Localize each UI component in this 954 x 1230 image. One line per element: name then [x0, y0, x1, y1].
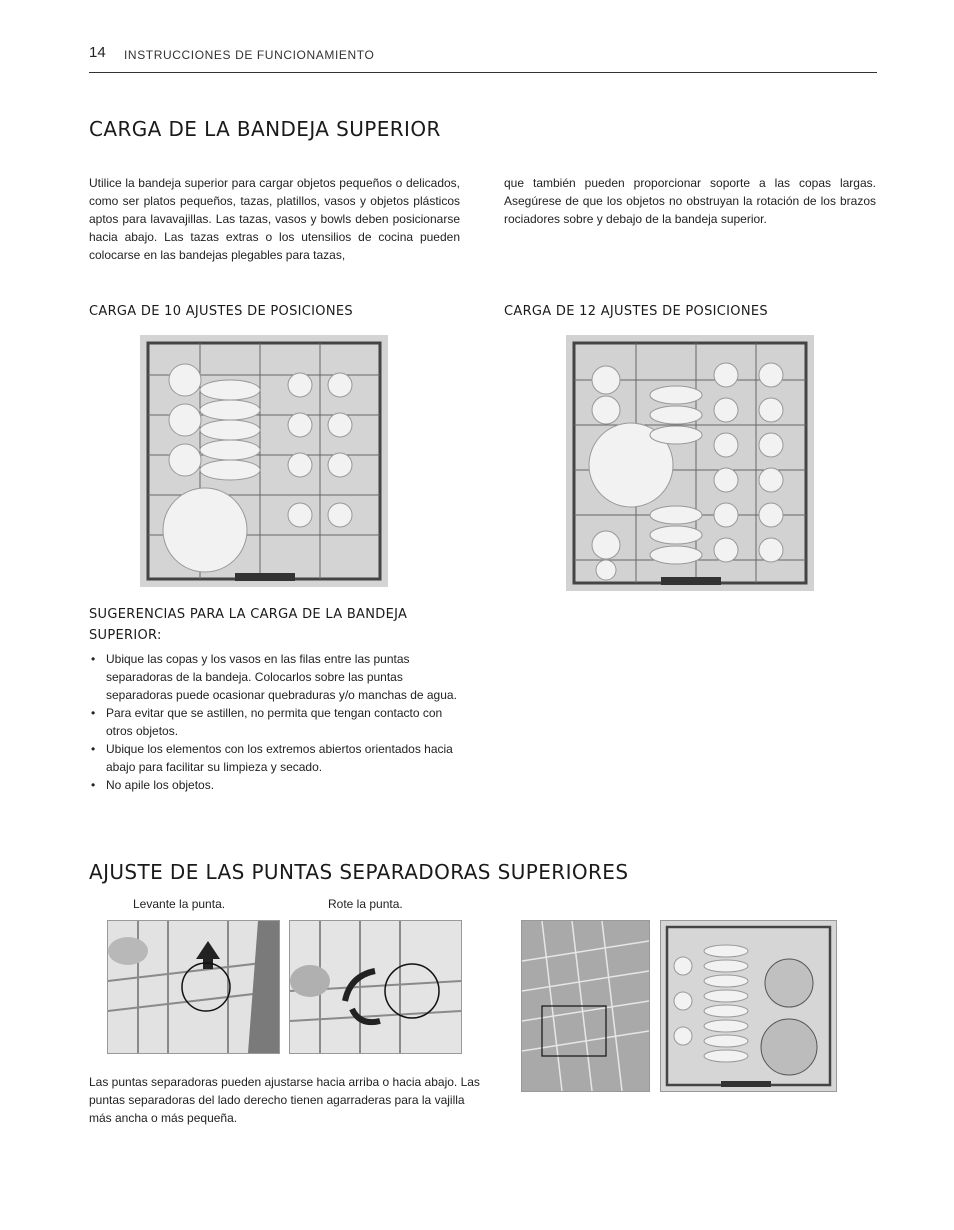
tip-item: • Para evitar que se astillen, no permita que tengan contacto con otros objetos. — [89, 704, 471, 740]
header-rule — [89, 72, 877, 73]
subtitle-12-settings: CARGA DE 12 AJUSTES DE POSICIONES — [504, 304, 768, 319]
tips-list — [89, 650, 471, 794]
section-title-tines: AJUSTE DE LAS PUNTAS SEPARADORAS SUPERIORES — [89, 860, 629, 884]
paragraph-right: que también pueden proporcionar soporte a las copas largas. Asegúrese de que los objetos no obstruyan la rotación de los brazos rociadores sobre y debajo de la bandeja superior. — [504, 176, 876, 226]
paragraph-left: Utilice la bandeja superior para cargar objetos pequeños o delicados, como ser platos pequeños, tazas, platillos, vasos y objetos plásticos aptos para lavavajillas. Las tazas, vasos y bowls deben posicionarse hacia abajo. Las tazas extras o los utensilios de cocina pueden colocarse en las bandejas plegables para tazas, — [89, 176, 460, 262]
photo-rotate-tine — [289, 920, 462, 1054]
tip-item: • No apile los objetos. — [89, 776, 471, 794]
photo-rack-with-pots — [660, 920, 837, 1092]
tips-title — [89, 604, 407, 646]
caption-lift-tine: Levante la punta. — [133, 897, 226, 911]
caption-rotate-tine: Rote la punta. — [328, 897, 403, 911]
tip-item: • Ubique las copas y los vasos en las filas entre las puntas separadoras de la bandeja. Colocarlos sobre las puntas separadoras puede ocasionar quebraduras y/o manchas de agua. — [89, 650, 471, 704]
tips-title-line-2: SUPERIOR: — [89, 628, 162, 643]
page-number: 14 — [89, 44, 106, 61]
subtitle-10-settings: CARGA DE 10 AJUSTES DE POSICIONES — [89, 304, 353, 319]
tips-title-line-1: SUGERENCIAS PARA LA CARGA DE LA BANDEJA — [89, 607, 408, 622]
running-title: INSTRUCCIONES DE FUNCIONAMIENTO — [124, 48, 375, 62]
photo-lift-tine — [107, 920, 280, 1054]
section-title-upper-rack: CARGA DE LA BANDEJA SUPERIOR — [89, 117, 441, 141]
photo-rack-12-settings — [566, 335, 814, 591]
photo-tines-closeup — [521, 920, 650, 1092]
tines-paragraph: Las puntas separadoras pueden ajustarse hacia arriba o hacia abajo. Las puntas separadoras del lado derecho tienen agarraderas para la vajilla más ancha o más pequeña. — [89, 1075, 480, 1125]
photo-rack-10-settings — [140, 335, 388, 587]
tip-item: • Ubique los elementos con los extremos abiertos orientados hacia abajo para facilitar su limpieza y secado. — [89, 740, 471, 776]
